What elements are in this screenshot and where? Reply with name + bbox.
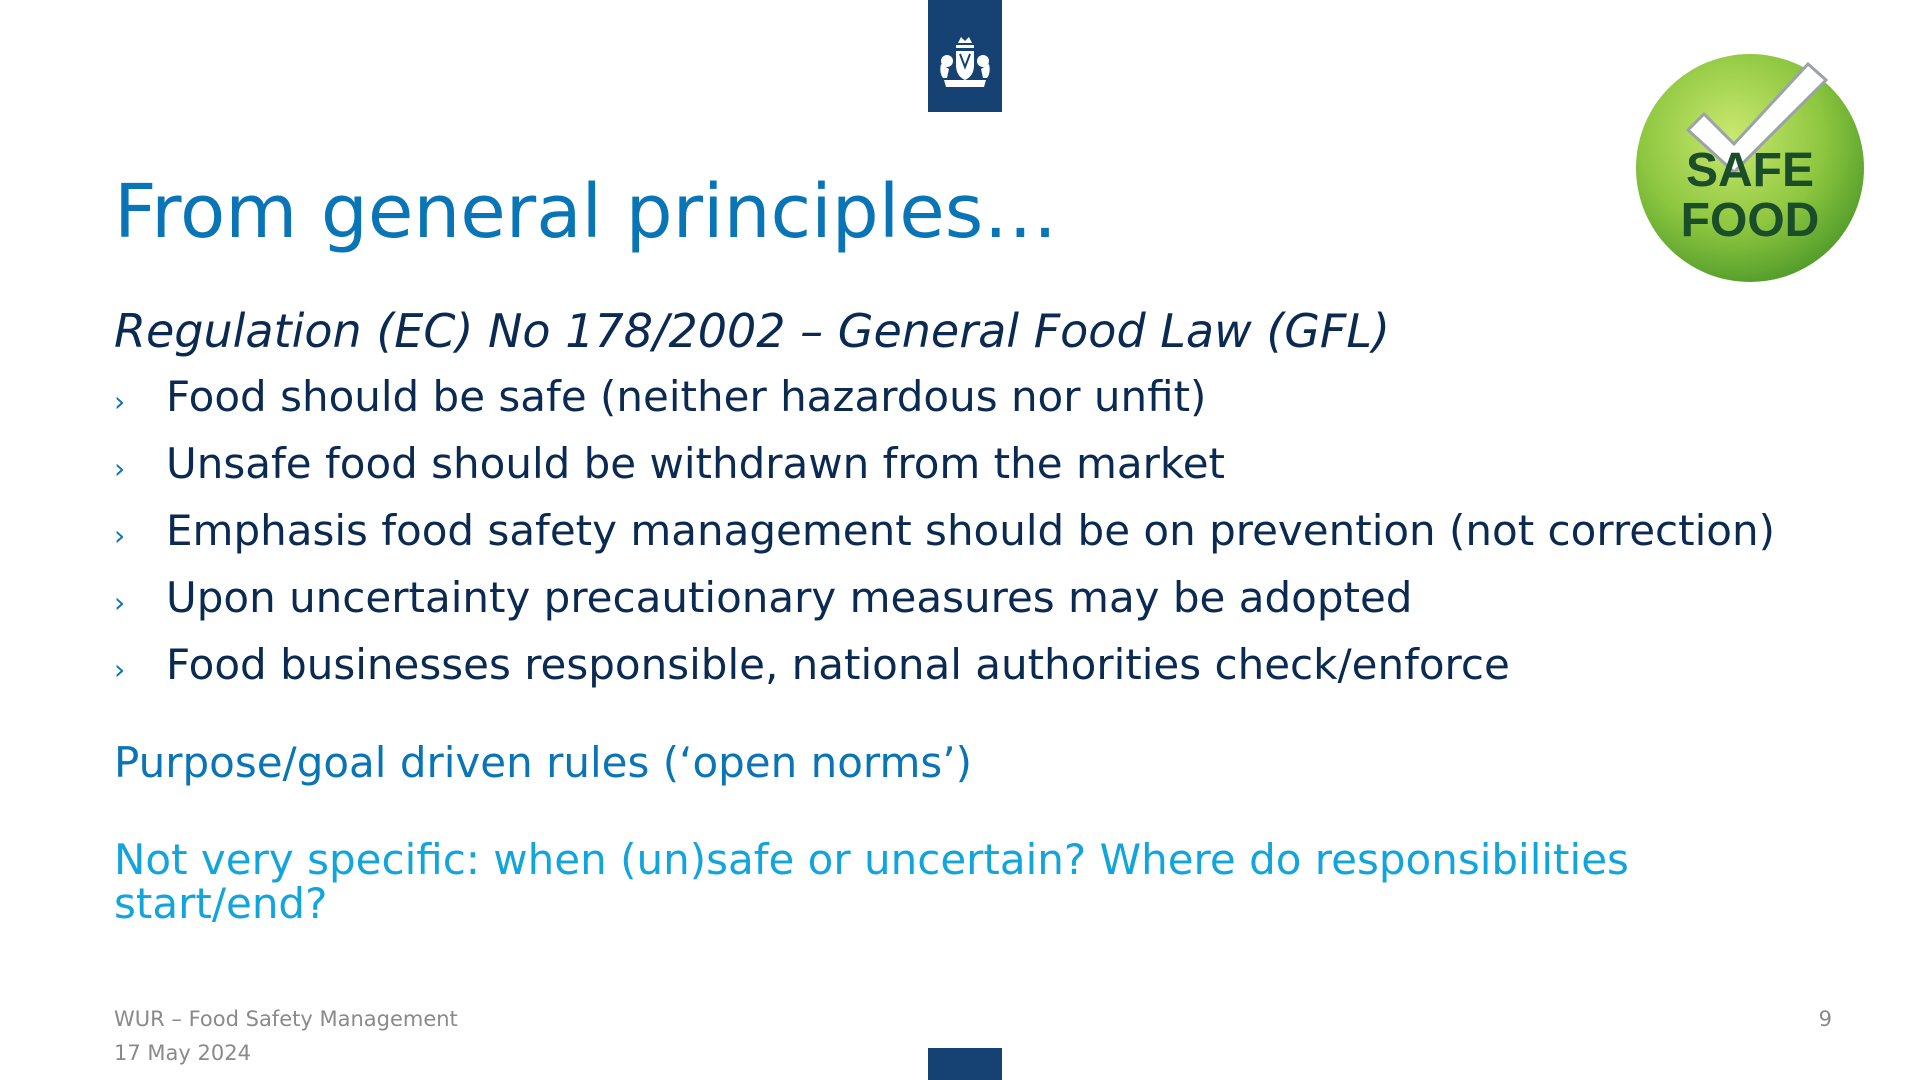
chevron-right-icon: › <box>114 452 126 485</box>
list-item <box>114 506 1914 573</box>
safe-food-logo <box>1630 46 1870 286</box>
footer-date: 17 May 2024 <box>114 1041 251 1065</box>
chevron-right-icon: › <box>114 385 126 418</box>
bullet-text: Unsafe food should be withdrawn from the market <box>166 439 1226 488</box>
purpose-statement: Purpose/goal driven rules (‘open norms’) <box>114 738 972 787</box>
specificity-question: Not very specific: when (un)safe or uncertain? Where do responsibilities start/end? <box>114 835 1629 928</box>
logo-text-safe: SAFE <box>1685 144 1815 197</box>
chevron-right-icon: › <box>114 653 126 686</box>
bullet-text: Food should be safe (neither hazardous nor unfit) <box>166 372 1207 421</box>
list-item <box>114 573 1914 640</box>
bullet-text: Food businesses responsible, national authorities check/enforce <box>166 640 1510 689</box>
list-item <box>114 640 1914 707</box>
slide-title: From general principles… <box>114 169 1058 255</box>
principles-list <box>114 372 1914 707</box>
bullet-text: Upon uncertainty precautionary measures may be adopted <box>166 573 1413 622</box>
chevron-right-icon: › <box>114 519 126 552</box>
bottom-banner <box>928 1048 1002 1080</box>
chevron-right-icon: › <box>114 586 126 619</box>
regulation-subtitle: Regulation (EC) No 178/2002 – General Food Law (GFL) <box>114 304 1390 358</box>
list-item <box>114 372 1914 439</box>
coat-of-arms-icon <box>936 34 994 90</box>
list-item <box>114 439 1914 506</box>
bullet-text: Emphasis food safety management should be on prevention (not correction) <box>166 506 1775 555</box>
footer-organization: WUR – Food Safety Management <box>114 1007 458 1031</box>
page-number: 9 <box>1818 1007 1832 1031</box>
footer-info <box>114 1002 458 1070</box>
logo-text-food: FOOD <box>1680 194 1820 247</box>
